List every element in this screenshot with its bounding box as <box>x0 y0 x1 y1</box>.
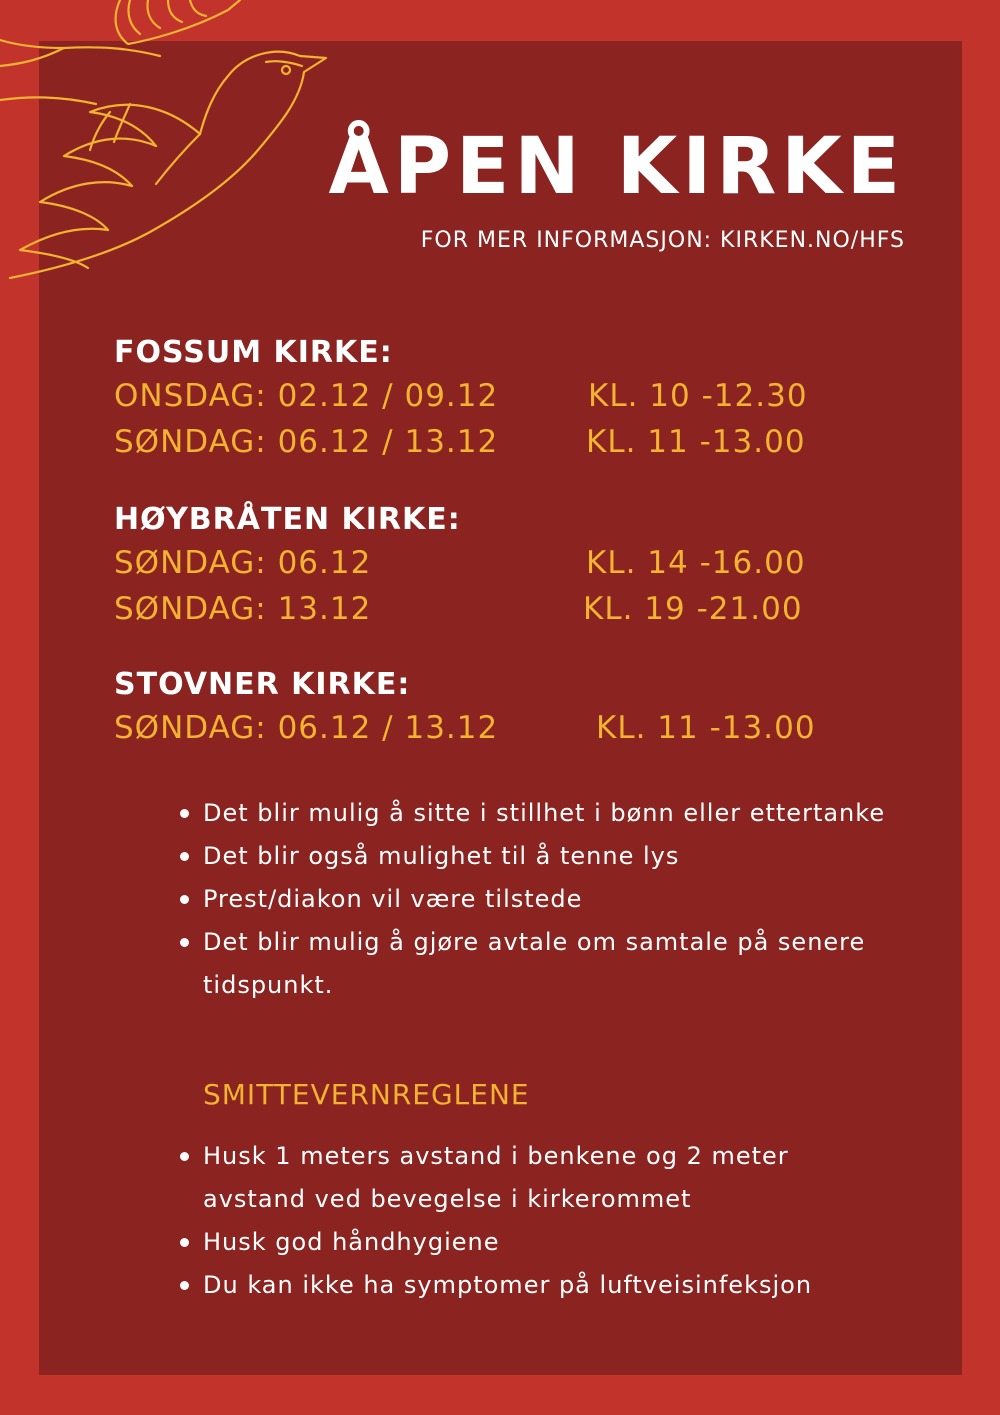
list-item: Det blir også mulighet til å tenne lys <box>178 835 898 878</box>
bullet-icon <box>180 1238 189 1247</box>
list-item: Prest/diakon vil være tilstede <box>178 878 898 921</box>
list-item: Husk 1 meters avstand i benkene og 2 meter avstand ved bevegelse i kirkerommet <box>178 1135 898 1221</box>
bullet-icon <box>180 852 189 861</box>
church-stovner <box>114 665 854 751</box>
schedule-time: KL. 19 -21.00 <box>583 591 803 627</box>
bird-illustration <box>0 0 340 300</box>
church-name: STOVNER KIRKE: <box>114 667 411 702</box>
schedule-time: KL. 11 -13.00 <box>586 424 806 460</box>
schedule-day: SØNDAG: 06.12 / 13.12 <box>114 424 499 460</box>
list-item: Husk god håndhygiene <box>178 1221 898 1264</box>
church-name: FOSSUM KIRKE: <box>114 335 393 370</box>
schedule-time: KL. 14 -16.00 <box>586 545 806 581</box>
page-title: ÅPEN KIRKE <box>328 122 905 212</box>
church-name: HØYBRÅTEN KIRKE: <box>114 502 461 537</box>
list-item: Det blir mulig å gjøre avtale om samtale på senere tidspunkt. <box>178 921 898 1007</box>
church-hoybraten <box>114 500 854 632</box>
rules-list <box>178 1135 898 1307</box>
rules-heading: SMITTEVERNREGLENE <box>203 1078 530 1111</box>
list-item: Du kan ikke ha symptomer på luftveisinfeksjon <box>178 1264 898 1307</box>
schedule-time: KL. 10 -12.30 <box>588 378 808 414</box>
info-link-text: FOR MER INFORMASJON: KIRKEN.NO/HFS <box>420 228 905 253</box>
info-list <box>178 792 898 1007</box>
list-item: Det blir mulig å sitte i stillhet i bønn eller ettertanke <box>178 792 898 835</box>
schedule-day: SØNDAG: 06.12 <box>114 545 372 581</box>
schedule-row <box>114 540 854 586</box>
schedule-day: SØNDAG: 06.12 / 13.12 <box>114 710 499 746</box>
schedule-day: SØNDAG: 13.12 <box>114 591 372 627</box>
schedule-row <box>114 419 854 465</box>
bullet-icon <box>180 938 189 947</box>
schedule-day: ONSDAG: 02.12 / 09.12 <box>114 378 499 414</box>
bullet-icon <box>180 1152 189 1161</box>
bullet-icon <box>180 895 189 904</box>
schedule-row <box>114 373 854 419</box>
schedule-row <box>114 705 854 751</box>
schedule-time: KL. 11 -13.00 <box>596 710 816 746</box>
schedule-row <box>114 586 854 632</box>
bullet-icon <box>180 1281 189 1290</box>
church-fossum <box>114 333 854 465</box>
bullet-icon <box>180 809 189 818</box>
